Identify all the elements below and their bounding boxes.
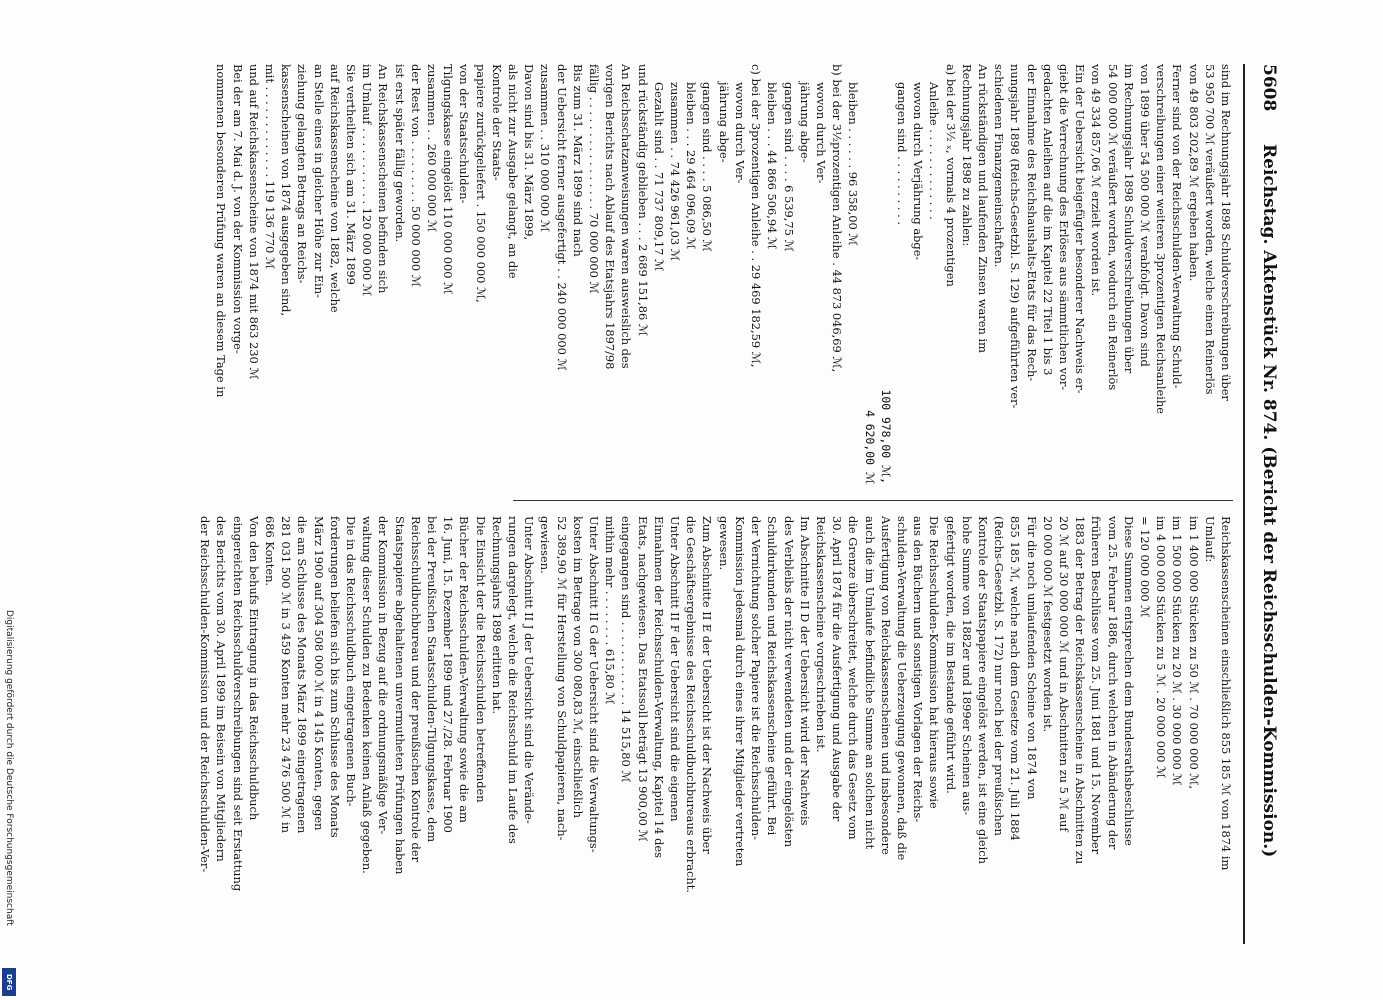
text-line: Rechnungsjahr 1898 zu zahlen: <box>959 64 974 247</box>
text-line: An Reichsschatzanweisungen waren ausweislich des <box>619 64 634 369</box>
text-line: schiedenen Finanzgemeinschaften. <box>992 64 1007 268</box>
text-line: 855 185 ℳ, welche nach dem Gesetze vom 21. Juli 1884 <box>1008 516 1023 841</box>
text-line: an Stelle eines in gleicher Höhe zur Ein- <box>311 64 326 298</box>
text-line: im 1 400 000 Stücken zu 50 ℳ . 70 000 000 ℳ, <box>1186 516 1201 790</box>
interest-b-remain: bleiben . . . 44 866 506,94 ℳ <box>765 82 780 250</box>
text-line: wovon durch Verjährung abge- <box>911 82 926 261</box>
text-line: der Uebersicht ferner ausgefertigt . . 240 000 000 ℳ <box>554 64 569 371</box>
text-line: vorigen Berichts nach Ablauf des Etatsjahrs 1897/98 <box>603 64 618 370</box>
dfg-logo-text: DFG <box>5 973 13 991</box>
text-line: Einnahmen der Reichsschulden-Verwaltung, Kapitel 14 des <box>651 516 666 858</box>
text-line: die Geschäftsergebnisse des Reichsschuldbuchbureaus erbracht. <box>684 516 699 893</box>
text-line: Die Reichsschulden-Kommission hat hieraus sowie <box>927 516 942 809</box>
interest-c-remain: bleiben . . . 29 464 096,09 ℳ <box>684 82 699 250</box>
text-line: Reichsschuldbuchbureau und der preußischen Kontrole der <box>408 516 423 863</box>
text-line: Die in das Reichsschuldbuch eingetragenen Buch- <box>344 516 359 807</box>
interest-sum: zusammen . . 74 426 961,03 ℳ <box>668 82 683 261</box>
text-line: Kontrole der Staats- <box>489 64 504 181</box>
text-line: Kontrole der Staatspapiere eingelöst werden, ist eine gleich <box>975 516 990 864</box>
interest-a-label: a) bei der 3½ ₓ, vormals 4 prozentigen <box>943 64 958 287</box>
column-divider <box>513 500 1233 501</box>
text-line: im Umlauf . . . . . . . . . . . 120 000 000 ℳ <box>360 64 375 296</box>
text-line: und auf Reichskassenscheine von 1874 mit 863 230 ℳ <box>246 64 261 380</box>
text-line: mit . . . . . . . . . . . . . 119 136 770 ℳ <box>263 64 278 270</box>
page-number: 5608 <box>1259 64 1279 112</box>
text-line: gewesen. <box>716 516 731 571</box>
rotated-page-content <box>49 64 1279 944</box>
text-line: Tilgungskasse eingelöst 110 000 000 ℳ <box>441 64 456 295</box>
text-line: zusammen . . 260 000 000 ℳ <box>425 64 440 233</box>
text-line: Anleihe . . . . . . . . . . . . . <box>927 82 942 220</box>
text-line: auch die im Umlaufe befindliche Summe an solchen nicht <box>862 516 877 850</box>
text-line: Staatspapiere abgehaltenen unvermutheten Prüfungen haben <box>392 516 407 875</box>
text-line: März 1900 auf 304 508 000 ℳ in 4 145 Konten, gegen <box>311 516 326 831</box>
text-line: Von den behufs Eintragung in das Reichsschuldbuch <box>246 516 261 821</box>
text-line: gedachten Anleihen auf die im Kapitel 22 Titel 1 bis 3 <box>1040 64 1055 376</box>
text-line: Etats, nachgewiesen. Das Etatssoll beträgt 13 900,00 ℳ <box>635 516 650 842</box>
text-line: des Verbleibs der nicht verwendeten und der eingelösten <box>781 516 796 848</box>
text-line: Zum Abschnitte II E der Uebersicht ist der Nachweis über <box>700 516 715 854</box>
text-line: der Kommission in Bezug auf die ordnungsmäßige Ver- <box>376 516 391 835</box>
text-line: gangen sind . . . . . . . . . . <box>894 82 909 225</box>
text-line: waltung dieser Schulden zu Bedenken keinen Anlaß gegeben. <box>360 516 375 874</box>
text-line: Kommission jedesmal durch eines ihrer Mitglieder vertreten <box>732 516 747 867</box>
digitization-credit <box>0 0 18 1000</box>
text-line: 281 031 500 ℳ in 3 459 Konten mehr 23 476 500 ℳ in <box>279 516 294 833</box>
text-line: Ein der Uebersicht beigefügter besonderer Nachweis er- <box>1073 64 1088 394</box>
text-line: verschreibungen einer weiteren 3prozentigen Reichsanleihe <box>1154 64 1169 414</box>
text-line: wovon durch Ver- <box>813 82 828 184</box>
text-line: sind im Rechnungsjahr 1898 Schuldverschreibungen über <box>1219 64 1233 401</box>
text-line: Umlauf: <box>1202 516 1217 563</box>
text-line: 1883 der Betrag der Reichskassenscheine in Abschnitten zu <box>1073 516 1088 865</box>
text-line: 54 000 000 ℳ veräußert worden, wodurch ein Reinerlös <box>1105 64 1120 391</box>
text-line: 686 Konten. <box>263 516 278 587</box>
text-line: auf Reichskassenscheine von 1882, welche <box>327 64 342 313</box>
text-line: eingegangen sind . . . . . . . . . . . . 14 515,80 ℳ <box>619 516 634 783</box>
text-line: Für die noch umlaufenden Scheine von 1874 von <box>1024 516 1039 800</box>
text-line: Ferner sind von der Reichsschulden-Verwaltung Schuld- <box>1170 64 1185 389</box>
text-line: von der Staatsschulden- <box>457 64 472 204</box>
text-line: rungen dargelegt, welche die Reichsschuld im Laufe des <box>506 516 521 844</box>
text-line: eingereichten Reichsschuldverschreibungen sind seit Erstattung <box>230 516 245 892</box>
text-line: aus den Büchern und sonstigen Vorlagen der Reichs- <box>911 516 926 823</box>
text-line: der Rest von . . . . . . . . . 50 000 000 ℳ <box>408 64 423 287</box>
text-line: Unter Abschnitt II F der Uebersicht sind die eigenen <box>668 516 683 822</box>
text-line: Im Abschnitte II D der Uebersicht wird der Nachweis <box>797 516 812 826</box>
text-line: 20 000 000 ℳ festgesetzt worden ist. <box>1040 516 1055 733</box>
interest-c-label: c) bei der 3prozentigen Anleihe . . 29 469 182,59 ℳ, <box>749 64 764 368</box>
text-line: schulden-Verwaltung die Ueberzeugung gewonnen, daß die <box>894 516 909 861</box>
text-line: An rückständigen und laufenden Zinsen waren im <box>975 64 990 353</box>
text-line: die am Schlusse des Monats März 1899 eingetragenen <box>295 516 310 834</box>
text-line: Sie vertheilten sich am 31. März 1899 <box>344 64 359 285</box>
text-line: Davon sind bis 31. März 1899, <box>522 64 537 241</box>
text-line: des Berichts vom 30. April 1899 im Beisein von Mitgliedern <box>214 516 229 862</box>
interest-b-label: b) bei der 3½prozentigen Anleihe . 44 873 046,69 ℳ, <box>830 64 845 373</box>
text-line: Schuldurkunden und Reichskassenscheine geführt. Bei <box>765 516 780 836</box>
text-line: Reichskassenscheine vorgeschrieben ist. <box>813 516 828 753</box>
text-line: kassenscheinen von 1874 ausgegeben sind, <box>279 64 294 317</box>
text-line: gangen sind . . . . 5 086,50 ℳ <box>700 82 715 252</box>
text-line: fällig . . . . . . . . . . . . . . . . 70 000 000 ℳ <box>587 64 602 294</box>
text-line: früheren Beschlüsse vom 25. Juni 1881 und 15. November <box>1089 516 1104 855</box>
text-line: hohe Summe von 1882er und 1899er Scheinen aus- <box>959 516 974 816</box>
text-line: 30. April 1874 für die Ausfertigung und Ausgabe der <box>830 516 845 822</box>
page-header <box>1245 64 1279 944</box>
text-line: der Einnahme des Reichshaushalts-Etats für das Rech- <box>1024 64 1039 382</box>
text-line: von 1899 über 54 500 000 ℳ verabfolgt. Davon sind <box>1137 64 1152 367</box>
text-line: An Reichskassenscheinen befinden sich <box>376 64 391 294</box>
text-line: giebt die Verrechnung des Erlöses aus sämmtlichen vor- <box>1056 64 1071 391</box>
text-line: Die Einsicht der die Reichsschulden betreffenden <box>473 516 488 803</box>
text-line: 53 950 700 ℳ veräußert worden, welche einen Reinerlös <box>1202 64 1217 395</box>
text-line: nungsjahr 1898 (Reichs-Gesetzbl. S. 129) aufgeführten ver- <box>1008 64 1023 409</box>
text-line: ziehung gelangten Betrags an Reichs- <box>295 64 310 284</box>
text-line: mithin mehr . . . . . . . . 615,80 ℳ <box>603 516 618 705</box>
interest-paid: Gezahlt sind . . 71 737 809,17 ℳ <box>651 82 666 272</box>
text-line: Reichskassenscheinen einschließlich 855 185 ℳ von 1874 im <box>1219 516 1233 871</box>
text-line: bei der Preußischen Staatsschulden-Tilgungskasse, dem <box>425 516 440 843</box>
text-line: Unter Abschnitt II G der Uebersicht sind die Verwaltungs- <box>587 516 602 853</box>
text-line: (Reichs-Gesetzbl. S. 172) nur noch bei der preußischen <box>992 516 1007 836</box>
interest-a-amount-2: 4 620,00 ℳ <box>862 410 877 484</box>
text-line: kosten im Betrage von 300 080,83 ℳ, einschließlich <box>570 516 585 818</box>
right-column <box>198 516 1233 936</box>
text-line: gangen sind . . . . 6 539,75 ℳ <box>781 82 796 252</box>
interest-a-amount-1: 100 978,00 ℳ, <box>878 389 893 484</box>
text-line: = 120 000 000 ℳ <box>1137 516 1152 618</box>
text-line: jährung abge- <box>716 82 731 163</box>
text-line: Bis zum 31. März 1899 sind nach <box>570 64 585 257</box>
text-line: jährung abge- <box>797 82 812 163</box>
text-line: wovon durch Ver- <box>732 82 747 184</box>
text-line: im 1 500 000 Stücken zu 20 ℳ . 30 000 000 ℳ <box>1170 516 1185 786</box>
interest-backlog: und rückständig geblieben . . . 2 689 151,86 ℳ <box>635 64 650 336</box>
text-line: von 49 334 857,06 ℳ erzielt worden ist. <box>1089 64 1104 297</box>
text-line: nommenen besonderen Prüfung waren an diesem Tage in <box>214 64 229 398</box>
text-line: 16. Juni, 15. Dezember 1899 und 27./28. Februar 1900 <box>441 516 456 833</box>
header-rule <box>1243 64 1245 944</box>
text-line: Rechnungsjahrs 1898 erlitten hat. <box>489 516 504 715</box>
text-line: Ausfertigung von Reichskassenscheinen und insbesondere <box>878 516 893 855</box>
text-line: der Vernichtung solcher Papiere ist die Reichsschulden- <box>749 516 764 840</box>
text-line: Bei der am 7. Mai d. J. von der Kommission vorge- <box>230 64 245 354</box>
interest-a-remain: bleiben . . . . . . 96 358,00 ℳ <box>846 82 861 246</box>
text-line: Diese Summen entsprechen dem Bundesrathsbeschlusse <box>1121 516 1136 846</box>
text-line: gefertigt worden, die im Bestande geführt wird. <box>943 516 958 794</box>
text-line: im 4 000 000 Stücken zu 5 ℳ . 20 000 000 ℳ <box>1154 516 1169 779</box>
text-line: als nicht zur Ausgabe gelangt, an die <box>506 64 521 279</box>
text-line: Unter Abschnitt II J der Uebersicht sind die Verände- <box>522 516 537 824</box>
text-line: vom 25. Februar 1886, durch welchen in Abänderung der <box>1105 516 1120 850</box>
text-line: die Grenze überschreitet, welche durch das Gesetz vom <box>846 516 861 840</box>
text-line: von 49 803 202,89 ℳ ergeben haben. <box>1186 64 1201 282</box>
text-line: 20 ℳ auf 30 000 000 ℳ und in Abschnitten zu 5 ℳ auf <box>1056 516 1071 832</box>
credit-text: Digitalisierung gefördert durch die Deutsche Forschungsgemeinschaft <box>4 610 14 926</box>
left-column <box>214 64 1233 484</box>
text-line: gewiesen. <box>538 516 553 574</box>
text-line: zusammen . . 310 000 000 ℳ <box>538 64 553 233</box>
text-line: forderungen beliefen sich bis zum Schlusse des Monats <box>327 516 342 838</box>
text-line: 52 389,90 ℳ für Herstellung von Schuldpapieren, nach- <box>554 516 569 841</box>
running-head: Reichstag. Aktenstück Nr. 874. (Bericht der Reichsschulden-Kommission.) <box>1259 144 1279 858</box>
text-line: im Rechnungsjahr 1898 Schuldverschreibungen über <box>1121 64 1136 374</box>
text-line: ist erst später fällig geworden. <box>392 64 407 243</box>
text-line: Bücher der Reichsschulden-Verwaltung sowie die am <box>457 516 472 823</box>
text-line: papiere zurückgeliefert . 150 000 000 ℳ, <box>473 64 488 303</box>
dfg-logo <box>2 968 16 996</box>
text-line: der Reichsschulden-Kommission und der Reichsschulden-Ver- <box>198 516 213 873</box>
